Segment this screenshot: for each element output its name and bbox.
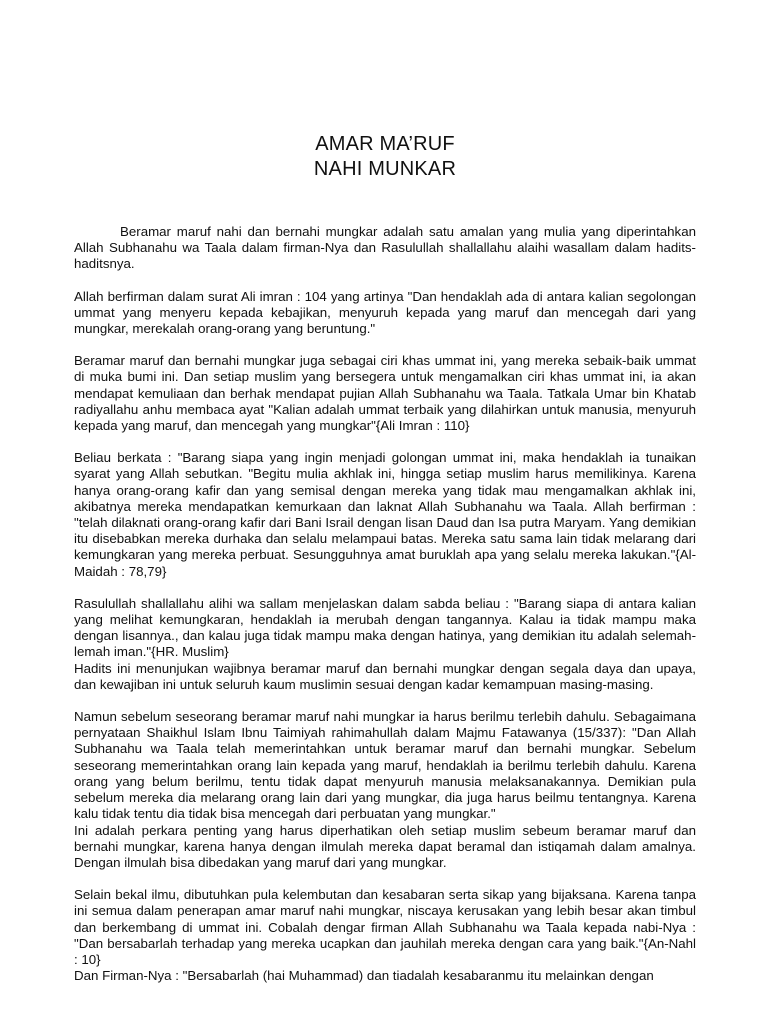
paragraph-beliau-berkata: Beliau berkata : "Barang siapa yang ingin menjadi golongan ummat ini, maka hendaklah ia tunaikan syarat yang Allah sebutkan. "Begitu mulia akhlak ini, hingga setiap muslim harus memilikinya. Karena hanya orang-orang kafir dan yang semisal dengan mereka yang tidak mau mengamalkan akhlak ini, akibatnya mereka mendapatkan kemurkaan dan laknat Allah Subhanahu wa Taala. Allah berfirman : "telah dilaknati orang-orang kafir dari Bani Israil dengan lisan Daud dan Isa putra Maryam. Yang demikian itu disebabkan mereka durhaka dan selalu melampaui batas. Mereka satu sama lain tidak melarang dari kemungkaran yang mereka perbuat. Sesungguhnya amat buruklah apa yang selalu mereka lakukan."{Al-Maidah : 78,79} [74,450,696,579]
paragraph-intro: Beramar maruf nahi dan bernahi mungkar adalah satu amalan yang mulia yang diperintahkan Allah Subhanahu wa Taala dalam firman-Nya dan Rasulullah shallallahu alaihi wasallam dalam hadits-haditsnya. [74,224,696,272]
paragraph-wajibnya: Hadits ini menunjukan wajibnya beramar maruf dan bernahi mungkar dengan segala daya dan upaya, dan kewajiban ini untuk seluruh kaum muslimin sesuai dengan kadar kemampuan masing-masing. [74,660,696,692]
document-title [74,132,696,182]
paragraph-perkara-penting: Ini adalah perkara penting yang harus diperhatikan oleh setiap muslim sebeum beramar maruf dan bernahi mungkar, karena hanya dengan ilmulah mereka dapat beramal dan istiqamah dalam amalnya. Dengan ilmulah bisa dibedakan yang maruf dari yang mungkar. [74,822,696,870]
title-line-2: NAHI MUNKAR [313,158,457,180]
paragraph-ciri-khas: Beramar maruf dan bernahi mungkar juga sebagai ciri khas ummat ini, yang mereka sebaik-baik ummat di muka bumi ini. Dan setiap muslim yang bersegera untuk mengamalkan ciri khas ummat ini, ia akan mendapat kemuliaan dan berhak mendapat pujian Allah Subhanahu wa Taala. Tatkala Umar bin Khatab radiyallahu anhu membaca ayat "Kalian adalah ummat terbaik yang dilahirkan untuk manusia, menyuruh kepada yang maruf, dan mencegah yang mungkar"{Ali Imran : 110} [74,353,696,434]
paragraph-ali-imran-104: Allah berfirman dalam surat Ali imran : 104 yang artinya "Dan hendaklah ada di antara kalian segolongan ummat yang menyeru kepada kebajikan, menyuruh kepada yang maruf dan mencegah dari yang mungkar, merekalah orang-orang yang beruntung." [74,288,696,337]
document-body [74,224,696,984]
title-line-1: AMAR MA’RUF [315,133,455,155]
paragraph-firman-nya: Dan Firman-Nya : "Bersabarlah (hai Muhammad) dan tiadalah kesabaranmu itu melainkan dengan [74,968,654,984]
document-page [74,0,696,1000]
paragraph-hadits-muslim: Rasulullah shallallahu alihi wa sallam menjelaskan dalam sabda beliau : "Barang siapa di antara kalian yang melihat kemungkaran, hendaklah ia merubah dengan tangannya. Kalau ia tidak mampu maka dengan lisannya., dan kalau juga tidak mampu maka dengan hatinya, yang demikian itu adalah selemah-lemah iman."{HR. Muslim} [74,595,696,660]
paragraph-berilmu: Namun sebelum seseorang beramar maruf nahi mungkar ia harus berilmu terlebih dahulu. Sebagaimana pernyataan Shaikhul Islam Ibnu Taimiyah rahimahullah dalam Majmu Fatawanya (15/337): "Dan Allah Subhanahu wa Taala telah memerintahkan untuk beramar maruf dan bernahi mungkar. Sebelum seseorang memerintahkan orang lain kepada yang maruf, hendaklah ia berilmu terlebih dahulu. Karena orang yang belum berilmu, tentu tidak dapat menyuruh manusia melaksanakannya. Demikian pula sebelum mereka dia melarang orang lain dari yang mungkar, dia juga harus beilmu tentangnya. Karena kalu tidak tentu dia tidak bisa mencegah dari perbuatan yang mungkar." [74,709,696,822]
paragraph-kelembutan: Selain bekal ilmu, dibutuhkan pula kelembutan dan kesabaran serta sikap yang bijaksana. Karena tanpa ini semua dalam penerapan amar maruf nahi mungkar, niscaya kerusakan yang lebih besar akan timbul dan berkembang di ummat ini. Cobalah dengar firman Allah Subhanahu wa Taala kepada nabi-Nya : "Dan bersabarlah terhadap yang mereka ucapkan dan jauhilah mereka dengan cara yang baik."{An-Nahl : 10} [74,887,696,967]
